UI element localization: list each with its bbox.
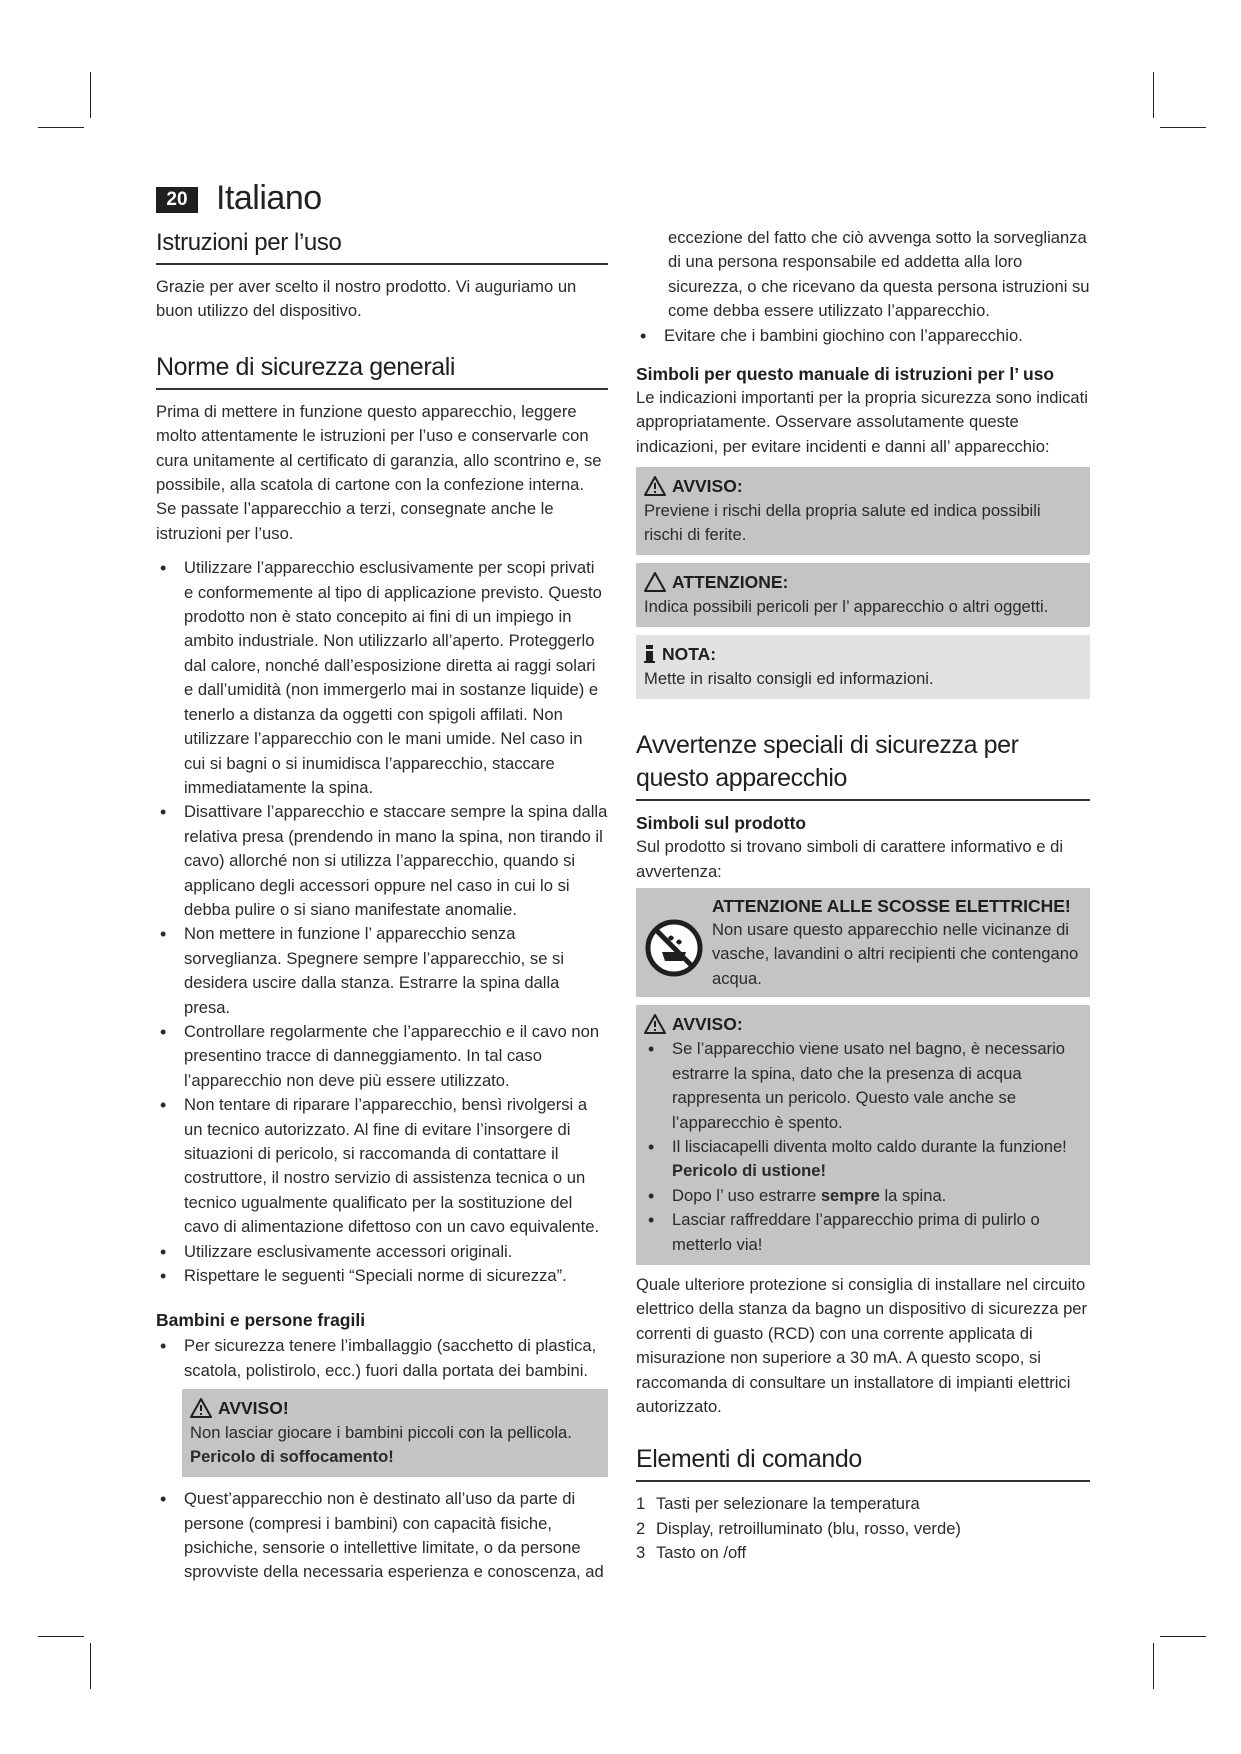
avviso-bullet-list	[644, 1037, 1082, 1257]
heading-istruzioni: Istruzioni per l’uso	[156, 226, 608, 265]
heading-simboli-manuale: Simboli per questo manuale di istruzioni per l’ uso	[636, 364, 1055, 385]
crop-mark	[38, 1636, 84, 1637]
info-icon	[644, 644, 656, 664]
intro-paragraph: Grazie per aver scelto il nostro prodotto. Vi auguriamo un buon utilizzo del dispositivo.	[156, 277, 577, 321]
avviso-box-bagno	[636, 1005, 1090, 1265]
electric-shock-text: Non usare questo apparecchio nelle vicinanze di vasche, lavandini o altri recipienti che contengano acqua.	[712, 920, 1079, 988]
simboli-prodotto-paragraph: Sul prodotto si trovano simboli di carattere informativo e di avvertenza:	[636, 837, 1064, 881]
list-item	[636, 1492, 1090, 1516]
left-column	[156, 226, 608, 1585]
avviso-box-bambini	[182, 1389, 608, 1477]
list-item: • Disattivare l’apparecchio e staccare sempre la spina dalla relativa presa (prendendo in mano la spina, non tirando il cavo) allorché non si utilizza l’apparecchio, quando si applicano degli accessori oppure nel caso in cui lo si debba pulire o si siano manifestate anomalie.	[156, 800, 608, 922]
nota-title-text: NOTA:	[662, 644, 717, 665]
list-item: • Se l’apparecchio viene usato nel bagno, è necessario estrarre la spina, dato che la presenza di acqua rappresenta un pericolo. Questo vale anche se l’apparecchio è spento.	[644, 1037, 1082, 1135]
safety-bullet-list	[156, 556, 608, 1288]
list-item: • Non mettere in funzione l’ apparecchio senza sorveglianza. Spegnere sempre l’apparecchio, se si desidera uscire dalla stanza. Estrarre la spina dalla presa.	[156, 922, 608, 1020]
item-text: Display, retroilluminato (blu, rosso, verde)	[656, 1518, 961, 1538]
avviso-text: Non lasciar giocare i bambini piccoli con la pellicola.	[190, 1423, 572, 1443]
avviso-title	[190, 1395, 600, 1421]
item-number: 3	[636, 1543, 646, 1563]
list-item: • Lasciar raffreddare l’apparecchio prima di pulirlo o metterlo via!	[644, 1208, 1082, 1257]
simboli-paragraph: Le indicazioni importanti per la propria sicurezza sono indicati appropriatamente. Osservare assolutamente queste indicazioni, per evitare incidenti e danni all’ apparecchio:	[636, 388, 1088, 456]
avviso-title	[644, 1011, 1082, 1037]
bambini-list	[156, 1334, 608, 1383]
crop-mark	[38, 127, 84, 128]
avviso-title-text: AVVISO:	[672, 476, 743, 497]
list-item	[644, 1135, 1082, 1184]
list-item: • Evitare che i bambini giochino con l’apparecchio.	[636, 324, 1090, 348]
heading-elementi: Elementi di comando	[636, 1443, 1090, 1482]
avviso-bold-text: Pericolo di soffocamento!	[190, 1447, 394, 1467]
heading-simboli-prodotto: Simboli sul prodotto	[636, 813, 807, 834]
persone-list	[156, 1487, 608, 1585]
list-item: • Controllare regolarmente che l’apparecchio e il cavo non presentino tracce di danneggiamento. In tal caso l’apparecchio non deve più essere utilizzato.	[156, 1020, 608, 1093]
list-item: • Per sicurezza tenere l’imballaggio (sacchetto di plastica, scatola, polistirolo, ecc.) fuori dalla portata dei bambini.	[156, 1334, 608, 1383]
warning-triangle-icon	[644, 1014, 666, 1034]
page-header	[156, 178, 322, 218]
no-water-icon-wrap	[644, 894, 712, 991]
electric-shock-title: ATTENZIONE ALLE SCOSSE ELETTRICHE!	[712, 896, 1071, 917]
nota-title	[644, 641, 1082, 667]
list-item-text: la spina.	[884, 1185, 947, 1205]
attenzione-title-text: ATTENZIONE:	[672, 572, 789, 593]
crop-mark	[1160, 127, 1206, 128]
list-item	[644, 1184, 1082, 1208]
attenzione-box	[636, 563, 1090, 627]
avviso-title-text: AVVISO:	[672, 1014, 743, 1035]
crop-mark	[1153, 72, 1154, 118]
electric-shock-text-wrap	[712, 894, 1082, 991]
crop-mark	[1160, 1636, 1206, 1637]
list-item: • Rispettare le seguenti “Speciali norme di sicurezza”.	[156, 1264, 608, 1288]
heading-norme-sicurezza: Norme di sicurezza generali	[156, 351, 608, 390]
avviso-title	[644, 473, 1082, 499]
right-column	[636, 226, 1090, 1566]
list-item: • Utilizzare l’apparecchio esclusivamente per scopi privati e conformemente al tipo di applicazione previsto. Questo prodotto non è stato concepito ai fini di un impiego in ambito industriale. Non utilizzarlo all’aperto. Proteggerlo dal calore, nonché dall’esposizione diretta ai raggi solari e dall’umidità (non immergerlo mai in sostanze liquide) e tenerlo a distanza da oggetti con spigoli affilati. Non utilizzare l’apparecchio con le mani umide. Nel caso in cui si bagni o si inumidisca l’apparecchio, staccare immediatamente la spina.	[156, 556, 608, 800]
list-item-bold: Pericolo di ustione!	[672, 1161, 826, 1181]
warning-triangle-icon	[190, 1398, 212, 1418]
list-item-text: Il lisciacapelli diventa molto caldo durante la funzione!	[672, 1136, 1067, 1156]
norme-paragraph: Prima di mettere in funzione questo apparecchio, leggere molto attentamente le istruzioni per l’uso e conservarle con cura unitamente al certificato di garanzia, allo scontrino e, se possibile, alla scatola di cartone con la confezione interna. Se passate l’apparecchio a terzi, consegnate anche le istruzioni per l’uso.	[156, 401, 602, 543]
avviso-text: Previene i rischi della propria salute ed indica possibili rischi di ferite.	[644, 501, 1041, 545]
attenzione-text: Indica possibili pericoli per l’ apparecchio o altri oggetti.	[644, 597, 1049, 617]
no-water-icon	[644, 918, 704, 978]
item-text: Tasti per selezionare la temperatura	[656, 1494, 920, 1514]
item-text: Tasto on /off	[656, 1543, 747, 1563]
list-item: • Quest’apparecchio non è destinato all’uso da parte di persone (compresi i bambini) con capacità fisiche, psichiche, sensorie o intellettive limitate, o da persone sprovviste della necessaria esperienza e conoscenza, ad	[156, 1487, 608, 1585]
crop-mark	[90, 72, 91, 118]
list-item: • Non tentare di riparare l’apparecchio, bensì rivolgersi a un tecnico autorizzato. Al fine di evitare l’insorgere di situazioni di pericolo, si raccomanda di contattare il costruttore, il nostro servizio di assistenza tecnica o un tecnico ugualmente qualificato per la sostituzione del cavo di alimentazione difettoso con un cavo equivalente.	[156, 1093, 608, 1239]
nota-text: Mette in risalto consigli ed informazioni.	[644, 669, 934, 689]
continued-list	[636, 324, 1090, 348]
crop-mark	[1153, 1643, 1154, 1689]
warning-triangle-icon	[644, 476, 666, 496]
attenzione-title	[644, 569, 1082, 595]
avviso-title-text: AVVISO!	[218, 1398, 289, 1419]
electric-shock-box	[636, 888, 1090, 997]
list-item-bold: sempre	[820, 1185, 880, 1205]
heading-avvertenze: Avvertenze speciali di sicurezza per questo apparecchio	[636, 729, 1090, 801]
list-item	[636, 1541, 1090, 1565]
nota-box	[636, 635, 1090, 699]
item-number: 2	[636, 1518, 646, 1538]
crop-mark	[90, 1643, 91, 1689]
caution-triangle-icon	[644, 572, 666, 592]
continued-text: eccezione del fatto che ciò avvenga sotto la sorveglianza di una persona responsabile ed addetta alla loro sicurezza, o che ricevano da questa persona istruzioni su come debba essere utilizzato l’apparecchio.	[668, 228, 1090, 321]
list-item-text: Dopo l’ uso estrarre	[672, 1185, 817, 1205]
list-item: • Utilizzare esclusivamente accessori originali.	[156, 1240, 608, 1264]
list-item	[636, 1517, 1090, 1541]
elementi-list	[636, 1492, 1090, 1565]
language-title: Italiano	[216, 178, 322, 217]
heading-bambini: Bambini e persone fragili	[156, 1310, 366, 1331]
avviso-box	[636, 467, 1090, 555]
page-number: 20	[156, 187, 198, 213]
rcd-paragraph: Quale ulteriore protezione si consiglia di installare nel circuito elettrico della stanza da bagno un dispositivo di sicurezza per correnti di guasto (RCD) con una corrente applicata di misurazione non superiore a 30 mA. A questo scopo, si raccomanda di consultare un installatore di impianti elettrici autorizzato.	[636, 1274, 1088, 1416]
item-number: 1	[636, 1494, 646, 1514]
